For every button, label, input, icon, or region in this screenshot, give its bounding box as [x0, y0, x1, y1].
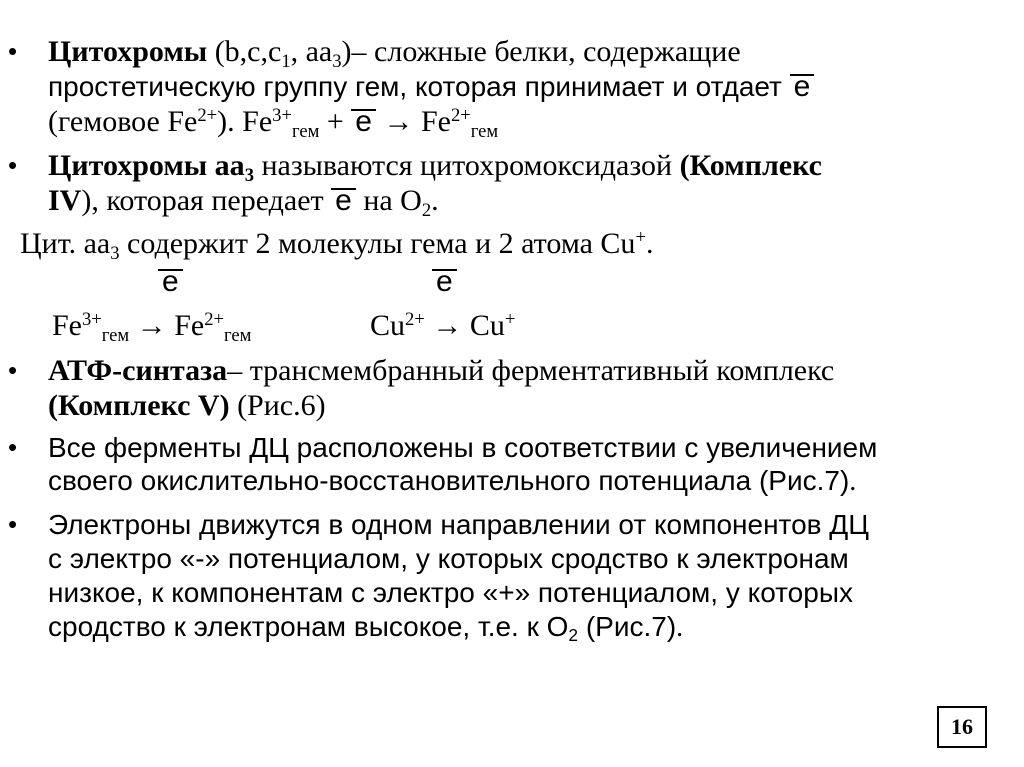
electron-flow-line-2: с электро «-» потенциалом, у которых сродство к электронам	[48, 543, 849, 574]
atp-synthase-line-1: АТФ-синтаза– трансмембранный ферментативный комплекс	[48, 354, 835, 387]
atp-synthase-line-2: (Комплекс V) (Рис.6)	[48, 389, 326, 422]
bullet-icon: •	[8, 355, 18, 385]
bullet-icon: •	[8, 150, 18, 180]
electron-flow-line-3: низкое, к компонентам с электро «+» потенциалом, у которых	[48, 577, 853, 608]
electron-symbol: e	[790, 71, 815, 103]
cytochromes-line-2: простетическую группу гем, которая принимает и отдает e	[48, 71, 814, 103]
electron-symbol: e	[331, 185, 356, 217]
cytochromes-line-3: (гемовое $Fe^{2+}$). $Fe^{3+}_{гем} + e \to Fe^{2+}_{гем}$	[48, 104, 499, 142]
bullet-icon: •	[8, 36, 18, 66]
copper-reduction-equation: $Cu^{2+} \to Cu^+$	[370, 308, 516, 342]
cytochrome-oxidase-line-2: IV), которая передает e на $О_2$.	[48, 184, 439, 221]
electron-symbol-cu: e	[432, 266, 457, 298]
enzymes-arrangement-line-1: Все ферменты ДЦ расположены в соответствии с увеличением	[48, 432, 878, 463]
cytochromes-line-1: Цитохромы ($b,c,c_1$, $aa_3)-$ сложные белки, содержащие	[48, 35, 741, 72]
electron-symbol: e	[351, 106, 376, 138]
electron-flow-line-1: Электроны движутся в одном направлении от компонентов ДЦ	[48, 509, 869, 540]
bullet-icon: •	[8, 432, 18, 462]
enzymes-arrangement-line-2: своего окислительно-восстановительного потенциала (Рис.7).	[48, 465, 857, 497]
iron-reduction-equation: $Fe^{3+}_{гем} \to Fe^{2+}_{гем}$	[52, 308, 252, 346]
cytochrome-oxidase-line-1: Цитохромы $aa_3$ называются цитохромоксидазой (Комплекс	[48, 149, 822, 186]
electron-symbol-fe: e	[158, 266, 183, 298]
bullet-icon: •	[8, 509, 18, 539]
electron-flow-line-4: сродство к электронам высокое, т.е. к $О_2$ (Рис.7).	[48, 611, 684, 646]
cyt-aa3-line: Цит. $аа_3$ содержит 2 молекулы гема и 2 атома Cu+.	[20, 226, 654, 264]
slide-number: 16	[937, 706, 987, 748]
